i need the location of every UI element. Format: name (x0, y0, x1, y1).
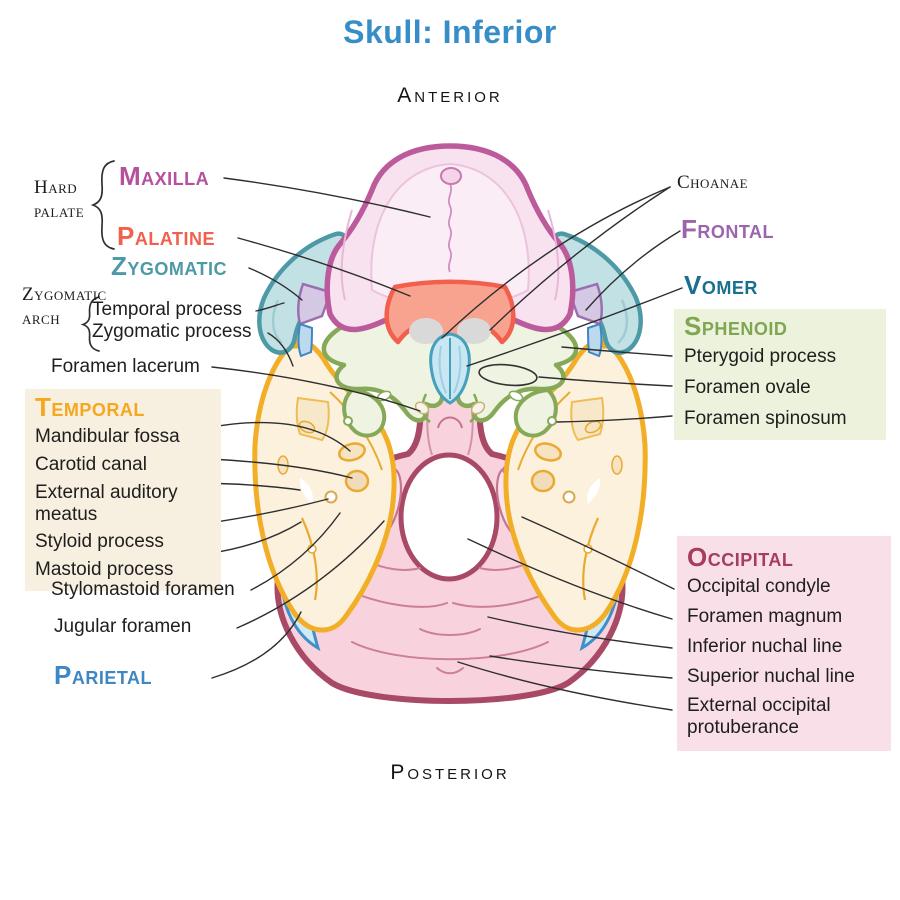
choanae-label: Choanae (677, 172, 749, 193)
foramen-lacerum-label: Foramen lacerum (51, 356, 200, 377)
incisive-fossa (441, 168, 461, 184)
occipital-label-box (677, 536, 891, 751)
zygomatic-arch-label: Zygomatic arch (22, 284, 107, 329)
temporal-label-box (25, 389, 221, 591)
temporal-process-label: Temporal process (92, 299, 242, 320)
jugular-foramen-label: Jugular foramen (54, 616, 192, 637)
hard-palate-label: Hard palate (34, 177, 85, 222)
foramen-magnum (401, 455, 497, 579)
styloid-process-label: Styloid process (35, 531, 164, 553)
occipital-condyle-label: Occipital condyle (687, 576, 831, 597)
superior-nuchal-line-label: Superior nuchal line (687, 665, 855, 687)
pterygoid-process-label: Pterygoid process (684, 346, 837, 367)
parietal-label: Parietal (54, 660, 152, 690)
foramen-spinosum-label: Foramen spinosum (684, 407, 847, 429)
styloid-process (326, 492, 337, 503)
foramen-ovale-label: Foramen ovale (684, 376, 811, 398)
mandibular-fossa-label: Mandibular fossa (35, 426, 180, 447)
foramen-magnum-label: Foramen magnum (687, 605, 843, 627)
carotid-canal-label: Carotid canal (35, 453, 147, 475)
sphenoid-label-box (674, 309, 886, 440)
foramen-spinosum (548, 417, 556, 425)
temporal-heading: Temporal (35, 392, 145, 422)
external-occipital-protuberance-label: External occipital protuberance (687, 695, 831, 739)
page-title: Skull: Inferior (343, 14, 557, 50)
inferior-nuchal-line-label: Inferior nuchal line (687, 635, 843, 657)
zygomatic-label: Zygomatic (111, 251, 228, 281)
maxilla-label: Maxilla (119, 161, 210, 191)
occipital-heading: Occipital (687, 542, 794, 572)
orientation-posterior: Posterior (390, 761, 510, 784)
zygomatic-process-label: Zygomatic process (92, 321, 252, 342)
palatine-label: Palatine (117, 221, 215, 251)
vomer-label: Vomer (684, 270, 758, 300)
carotid-canal (346, 471, 368, 491)
orientation-anterior: Anterior (397, 84, 503, 107)
frontal-label: Frontal (681, 214, 775, 244)
sphenoid-heading: Sphenoid (684, 311, 788, 341)
mastoid-process-label: Mastoid process (35, 559, 174, 581)
stylomastoid-foramen-label: Stylomastoid foramen (51, 579, 235, 600)
external-auditory-meatus-label: External auditory meatus (35, 481, 178, 525)
